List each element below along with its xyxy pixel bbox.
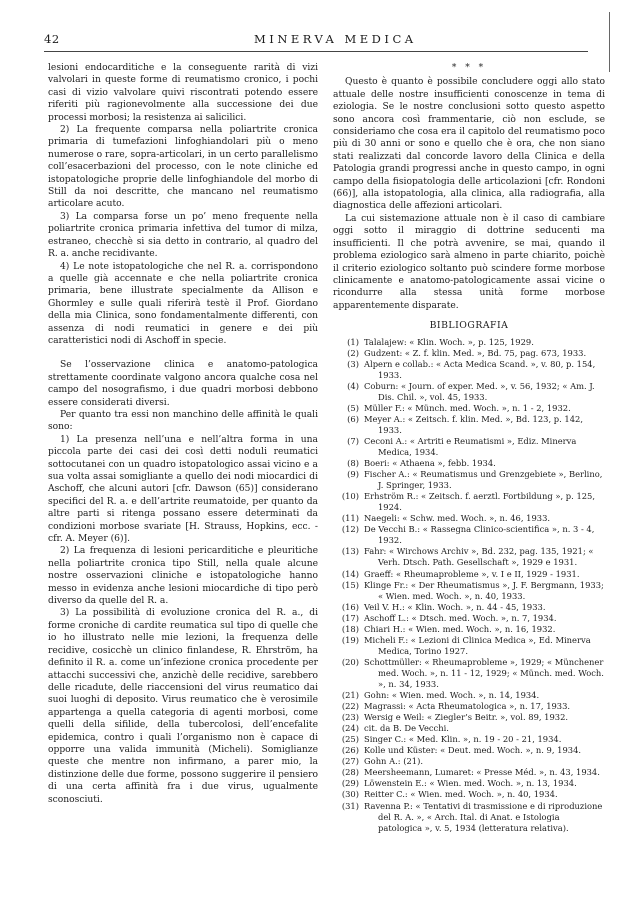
reference-text: Schottmüller: « Rheumaprobleme », 1929; « Münchener med. Woch. », n. 11 - 12, 1929; « Münch. med. Woch. », n. 34, 1933. bbox=[364, 656, 604, 689]
reference-text: Ravenna P.: « Tentativi di trasmissione e di riproduzione del R. A. », « Arch. Ital. di Anat. e Istologia patologica », v. 5, 1934 (letteratura relativa). bbox=[364, 800, 603, 833]
reference-number: (6) bbox=[347, 413, 359, 424]
paragraph: lesioni endocarditiche e la conseguente rarità di vizi valvolari in queste forme di reumatismo cronico, i pochi casi di vizio valvolare quivi riscontrati potendo essere riferiti più ragionevolmente alla successione dei due processi morbosi; la resistenza ai salicilici. bbox=[48, 63, 318, 123]
bibliography-entry bbox=[333, 734, 605, 745]
bibliography-entry bbox=[333, 580, 605, 602]
bibliography-entry bbox=[333, 657, 605, 690]
reference-text: Meyer A.: « Zeitsch. f. klin. Med. », Bd. 123, p. 142, 1933. bbox=[364, 413, 583, 435]
reference-text: Magrassi: « Acta Rheumatologica », n. 17, 1933. bbox=[364, 701, 571, 712]
reference-number: (20) bbox=[341, 656, 359, 667]
reference-number: (18) bbox=[341, 623, 359, 634]
reference-text: Coburn: « Journ. of exper. Med. », v. 56, 1932; « Am. J. Dis. Chil. », vol. 45, 1933. bbox=[364, 380, 595, 402]
reference-number: (14) bbox=[341, 568, 359, 579]
left-column bbox=[48, 62, 318, 806]
reference-number: (16) bbox=[341, 601, 359, 612]
reference-number: (29) bbox=[341, 778, 359, 789]
reference-number: (7) bbox=[347, 435, 359, 446]
reference-text: Erhström R.: « Zeitsch. f. aerztl. Fortbildung », p. 125, 1924. bbox=[364, 491, 596, 513]
bibliography-entry bbox=[333, 546, 605, 568]
bibliography-entry bbox=[333, 613, 605, 624]
page-number: 42 bbox=[44, 32, 60, 46]
bibliography-entry bbox=[333, 635, 605, 657]
reference-number: (2) bbox=[347, 347, 359, 358]
bibliography-entry bbox=[333, 745, 605, 756]
reference-text: Boeri: « Athaena », febb. 1934. bbox=[364, 458, 496, 469]
bibliography-entry bbox=[333, 414, 605, 436]
paragraph: 2) La frequente comparsa nella poliartrite cronica primaria di tumefazioni linfoghiandolari più o meno numerose o rare, sopra-articolari, in un certo parallelismo coll’esacerbazioni del processo, con le note cliniche ed istopatologiche proprie delle linfoghiandole del morbo di Still da noi descritte, che mancano nel reumatismo articolare acuto. bbox=[48, 125, 319, 210]
reference-number: (22) bbox=[341, 701, 359, 712]
paragraph: La cui sistemazione attuale non è il caso di cambiare oggi sotto il miraggio di dottrine seducenti ma insufficienti. Il che potrà avvenire, se mai, quando il problema eziologico sarà almeno in parte chiarito, poichè il criterio eziologico soltanto può scindere forme morbose clinicamente e anatomo-patologicamente assai vicine o ricondurre alla stessa unità forme morbose apparentemente disparate. bbox=[333, 213, 605, 311]
reference-number: (24) bbox=[341, 723, 359, 734]
reference-text: Chiari H.: « Wien. med. Woch. », n. 16, 1932. bbox=[364, 623, 556, 634]
paragraph: 1) La presenza nell’una e nell’altra forma in una piccola parte dei casi dei così detti noduli reumatici sottocutanei con un quadro istopatologico assai vicino e a sua volta assai somigliante a quello dei nodi miocardici di Aschoff, che alcuni autori [cfr. Dawson (65)] considerano specifici del R. a. e dell’artrite reumatoide, per quanto da altre parti si ritenga possano essere determinati da condizioni morbose svariate [H. Strauss, Hopkins, ecc. - cfr. A. Meyer (6)]. bbox=[48, 434, 318, 545]
bibliography-entry bbox=[333, 337, 605, 348]
reference-number: (1) bbox=[347, 336, 359, 347]
bibliography-title: BIBLIOGRAFIA bbox=[429, 320, 509, 332]
reference-text: Micheli F.: « Lezioni di Clinica Medica », Ed. Minerva Medica, Torino 1927. bbox=[364, 634, 591, 656]
reference-text: Fahr: « Wirchows Archiv », Bd. 232, pag. 135, 1921; « Verh. Dtsch. Path. Gesellschaft », 1929 e 1931. bbox=[364, 546, 594, 568]
reference-number: (28) bbox=[341, 767, 359, 778]
reference-text: Wersig e Weil: « Ziegler’s Beitr. », vol. 89, 1932. bbox=[364, 712, 569, 723]
paragraph: Questo è quanto è possibile concludere oggi allo stato attuale delle nostre insufficienti conoscenze in tema di eziologia. Se le nostre conclusioni sotto questo aspetto sono ancora così frammentarie, ciò non esclude, se consideriamo che cosa era il capitolo del reumatismo poco più di 30 anni or sono e quello che è ora, che non siano stati realizzati dal concorde lavoro della Clinica e della Patologia grandi progressi anche in questo campo, in ogni campo della fisiopatologia delle articolazioni [cfr. Rondoni (66)], alla istopatologia, alla clinica, alla radiografia, alla diagnostica delle affezioni articolari. bbox=[333, 77, 605, 212]
reference-number: (9) bbox=[347, 469, 359, 480]
paragraph: 3) La possibilità di evoluzione cronica del R. a., di forme croniche di cardite reumatica sul tipo di quelle che io ho illustrato nelle mie lezioni, la frequenza delle recidive, cosicchè un clinico finlandese, R. Ehrström, ha definito il R. a. come un’infezione cronica procedente per attacchi successivi che, anzichè delle recidive, sarebbero delle ricadute, delle riaccensioni del virus reumatico dai suoi luoghi di deposito. Virus reumatico che è verosimile appartenga a quella categoria di agenti morbosi, come quelli della sifilide, della tubercolosi, dell’encefalite epidemica, contro i quali l’organismo non è capace di opporre una valida immunità (Micheli). Somiglianze queste che mentre non infirmano, a parer mio, la distinzione delle due forme, possono suggerire il pensiero di una certa affinità fra i due virus, ugualmente sconosciuti. bbox=[48, 608, 318, 805]
reference-text: Aschoff L.: « Dtsch. med. Woch. », n. 7, 1934. bbox=[364, 612, 557, 623]
reference-number: (10) bbox=[341, 491, 359, 502]
bibliography-entry bbox=[333, 458, 605, 469]
reference-text: Singer C.: « Med. Klin. », n. 19 - 20 - 21, 1934. bbox=[364, 734, 562, 745]
reference-text: Alpern e collab.: « Acta Medica Scand. », v. 80, p. 154, 1933. bbox=[364, 358, 596, 380]
reference-text: Talalajew: « Klin. Woch. », p. 125, 1929. bbox=[364, 336, 534, 347]
bibliography-entry bbox=[333, 513, 605, 524]
reference-text: Graeff: « Rheumaprobleme », v. I e II, 1929 - 1931. bbox=[364, 568, 580, 579]
margin-mark bbox=[609, 12, 610, 72]
paragraph: Se l’osservazione clinica e anatomo-patologica strettamente coordinate valgono ancora qualche cosa nel campo del nosografismo, i due quadri morbosi debbono essere considerati diversi. bbox=[48, 360, 318, 408]
reference-number: (27) bbox=[341, 756, 359, 767]
reference-number: (19) bbox=[341, 634, 359, 645]
reference-number: (11) bbox=[341, 513, 359, 524]
paragraph: 4) Le note istopatologiche che nel R. a. corrispondono a quelle già accennate e che nella poliartrite cronica primaria, bene illustrate specialmente da Allison e Ghormley e sulle quali riferirà testè il Prof. Giordano della mia Clinica, sono fondamentalmente differenti, con assenza di nodi reumatici in genere e dei più caratteristici nodi di Aschoff in specie. bbox=[48, 261, 318, 346]
paragraph: 3) La comparsa forse un po’ meno frequente nella poliartrite cronica primaria infettiva del tumor di milza, estraneo, checchè si sia detto in contrario, al quadro del R. a. anche recidivante. bbox=[48, 211, 318, 260]
reference-number: (4) bbox=[347, 380, 359, 391]
bibliography-entry bbox=[333, 524, 605, 546]
reference-number: (26) bbox=[341, 745, 359, 756]
bibliography-entry bbox=[333, 767, 605, 778]
bibliography-entry bbox=[333, 624, 605, 635]
section-separator: * * * bbox=[451, 63, 487, 73]
reference-text: cit. da B. De Vecchi. bbox=[364, 723, 449, 734]
bibliography-entry bbox=[333, 801, 605, 834]
bibliography-entry bbox=[333, 789, 605, 800]
reference-number: (25) bbox=[341, 734, 359, 745]
reference-text: De Vecchi B.: « Rassegna Clinico-scientifica », n. 3 - 4, 1932. bbox=[364, 524, 595, 546]
reference-text: Gohn A.: (21). bbox=[364, 756, 424, 767]
reference-text: Kolle und Küster: « Deut. med. Woch. », n. 9, 1934. bbox=[364, 745, 582, 756]
reference-text: Gohn: « Wien. med. Woch. », n. 14, 1934. bbox=[364, 690, 540, 701]
reference-number: (23) bbox=[341, 712, 359, 723]
reference-number: (31) bbox=[341, 800, 359, 811]
reference-text: Fischer A.: « Reumatismus und Grenzgebiete », Berlino, J. Springer, 1933. bbox=[364, 469, 603, 491]
bibliography-entry bbox=[333, 712, 605, 723]
reference-text: Naegeli: « Schw. med. Woch. », n. 46, 1933. bbox=[364, 513, 551, 524]
reference-text: Klinge Fr.: « Der Rheumatismus », J. F. Bergmann, 1933; « Wien. med. Woch. », n. 40, 1933. bbox=[364, 579, 604, 601]
bibliography-entry bbox=[333, 491, 605, 513]
bibliography-entry bbox=[333, 469, 605, 491]
reference-text: Ceconi A.: « Artriti e Reumatismi », Ediz. Minerva Medica, 1934. bbox=[364, 435, 577, 457]
paragraph: 2) La frequenza di lesioni pericarditiche e pleuritiche nella poliartrite cronica tipo Still, nella quale alcune nostre osservazioni cliniche e istopatologiche hanno messo in evidenza anche lesioni miocardiche di tipo però diverso da quelle del R. a. bbox=[48, 546, 318, 607]
bibliography-entry bbox=[333, 359, 605, 381]
bibliography-entry bbox=[333, 381, 605, 403]
reference-number: (13) bbox=[341, 546, 359, 557]
bibliography-entry bbox=[333, 602, 605, 613]
bibliography-entry bbox=[333, 723, 605, 734]
reference-number: (12) bbox=[341, 524, 359, 535]
reference-number: (30) bbox=[341, 789, 359, 800]
bibliography-entry bbox=[333, 569, 605, 580]
journal-title: MINERVA MEDICA bbox=[254, 32, 417, 46]
bibliography-entry bbox=[333, 436, 605, 458]
reference-number: (17) bbox=[341, 612, 359, 623]
reference-text: Reitter C.: « Wien. med. Woch. », n. 40, 1934. bbox=[364, 789, 558, 800]
header-rule bbox=[44, 51, 588, 52]
running-header bbox=[44, 32, 588, 50]
paragraph: Per quanto tra essi non manchino delle affinità le quali sono: bbox=[48, 409, 318, 433]
reference-text: Gudzent: « Z. f. klin. Med. », Bd. 75, pag. 673, 1933. bbox=[364, 347, 587, 358]
reference-text: Meersheemann, Lumaret: « Presse Méd. », n. 43, 1934. bbox=[364, 767, 600, 778]
right-column bbox=[333, 62, 605, 834]
bibliography-entry bbox=[333, 403, 605, 414]
reference-number: (3) bbox=[347, 358, 359, 369]
reference-text: Veil V. H.: « Klin. Woch. », n. 44 - 45, 1933. bbox=[364, 601, 546, 612]
bibliography-entry bbox=[333, 690, 605, 701]
bibliography-entry bbox=[333, 756, 605, 767]
bibliography-entry bbox=[333, 348, 605, 359]
reference-text: Müller F.: « Münch. med. Woch. », n. 1 - 2, 1932. bbox=[364, 402, 571, 413]
reference-number: (21) bbox=[341, 690, 359, 701]
bibliography-entry bbox=[333, 701, 605, 712]
reference-number: (8) bbox=[347, 458, 359, 469]
bibliography-list bbox=[333, 337, 605, 834]
bibliography-entry bbox=[333, 778, 605, 789]
reference-number: (15) bbox=[341, 579, 359, 590]
reference-text: Löwenstein E.: « Wien. med. Woch. », n. 13, 1934. bbox=[364, 778, 577, 789]
reference-number: (5) bbox=[347, 402, 359, 413]
